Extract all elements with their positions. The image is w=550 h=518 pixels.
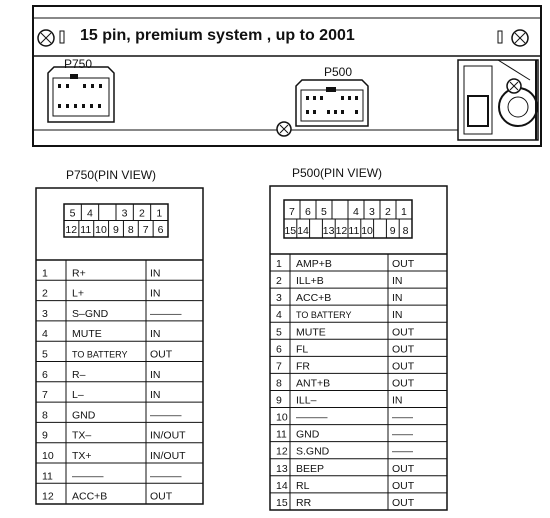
pin-direction: OUT: [392, 377, 415, 390]
pin-number: 11: [42, 470, 53, 483]
p500-grid-pin: 4: [353, 206, 359, 218]
p500-table-row: [270, 373, 447, 389]
pin-direction: IN/OUT: [150, 450, 186, 462]
pin-direction: ——: [392, 445, 413, 458]
pin-number: 13: [276, 462, 288, 475]
pin-signal: S.GND: [296, 445, 330, 458]
p500-table-row: [270, 390, 447, 406]
pin-direction: ——: [392, 428, 413, 441]
p750-grid-pin: 7: [142, 224, 149, 236]
p750-table-row: [36, 463, 203, 482]
pin-number: 1: [42, 267, 48, 280]
pin-number: 11: [276, 428, 287, 441]
p750-grid-pin: 2: [139, 207, 145, 220]
p500-table-row: [270, 322, 447, 338]
slot-icon-right: [498, 31, 502, 43]
pin-signal: MUTE: [72, 328, 102, 341]
pin-number: 2: [276, 275, 282, 288]
p750-socket: [48, 67, 114, 122]
pin-direction: OUT: [150, 490, 173, 503]
pin-signal: S–GND: [72, 307, 109, 320]
pin-signal: MUTE: [296, 326, 326, 339]
pin-number: 4: [276, 309, 282, 322]
pin-signal: R–: [72, 368, 86, 381]
p500-grid-pin: 13: [322, 225, 335, 237]
pin-direction: OUT: [392, 326, 415, 339]
pin-direction: OUT: [392, 343, 415, 356]
p750-table-row: [36, 280, 203, 299]
p500-heading: P500(PIN VIEW): [292, 166, 383, 180]
screw-icon-top-right: [512, 30, 528, 46]
pin-number: 7: [276, 360, 282, 373]
pin-signal: RR: [296, 496, 312, 509]
pin-direction: IN: [150, 368, 161, 381]
pin-direction: OUT: [392, 360, 415, 373]
p500-table-row: [270, 339, 447, 355]
pin-direction: OUT: [392, 479, 415, 492]
slot-icon: [60, 31, 64, 43]
p750-grid-pin: 10: [95, 224, 107, 236]
pin-number: 14: [276, 479, 288, 492]
pin-signal: AMP+B: [296, 258, 332, 271]
pin-number: 4: [42, 328, 48, 341]
pin-signal: GND: [296, 428, 320, 441]
pin-number: 12: [276, 445, 288, 458]
pin-direction: OUT: [392, 462, 415, 475]
p500-grid-pin: 11: [348, 225, 360, 237]
pin-number: 7: [42, 389, 48, 402]
screw-icon-top-left: [38, 30, 54, 46]
p500-grid-pin: 1: [401, 206, 407, 218]
p500-table-row: [270, 442, 447, 458]
p750-table-row: [36, 321, 203, 340]
pin-signal: TO BATTERY: [296, 310, 352, 321]
pin-signal: ILL+B: [296, 275, 324, 288]
pin-direction: OUT: [392, 258, 415, 271]
pin-signal: ———: [296, 411, 328, 424]
pin-number: 2: [42, 287, 48, 300]
p500-table-row: [270, 476, 447, 492]
pin-signal: FR: [296, 360, 310, 373]
pin-number: 3: [42, 307, 48, 320]
p500-table-row: [270, 493, 447, 509]
pin-number: 10: [276, 411, 288, 424]
p750-table-row: [36, 382, 203, 401]
pin-direction: IN: [392, 309, 403, 322]
p500-table-row: [270, 459, 447, 475]
pin-number: 1: [276, 258, 282, 271]
p500-table-row: [270, 288, 447, 304]
p750-table-row: [36, 301, 203, 320]
p500-table-row: [270, 425, 447, 441]
pin-signal: ILL–: [296, 394, 317, 407]
pin-number: 6: [276, 343, 282, 356]
pin-number: 5: [42, 348, 48, 361]
pin-direction: ———: [150, 307, 182, 320]
p500-grid-pin: 7: [289, 206, 295, 218]
pin-number: 10: [42, 450, 54, 462]
pin-signal: TX–: [72, 429, 92, 442]
page-title: 15 pin, premium system , up to 2001: [80, 27, 355, 44]
p500-table-row: [270, 356, 447, 372]
p750-grid-pin: 8: [127, 224, 134, 236]
p500-grid-pin: 8: [402, 225, 409, 237]
screw-icon-middle: [277, 122, 291, 136]
pin-signal: ———: [72, 470, 104, 483]
p500-grid-pin: 6: [305, 206, 311, 218]
p500-grid-pin: 2: [385, 206, 391, 218]
pin-number: 12: [42, 490, 54, 503]
pin-signal: L–: [72, 389, 84, 402]
pin-number: 9: [42, 429, 48, 442]
p500-grid-pin: 15: [284, 225, 297, 237]
p750-table-row: [36, 443, 203, 462]
antenna-jack: [458, 60, 538, 140]
p750-table-row: [36, 483, 203, 502]
pin-signal: GND: [72, 409, 96, 422]
p500-grid-pin: 14: [297, 225, 309, 237]
pin-direction: ———: [150, 409, 182, 422]
pin-direction: IN: [150, 267, 161, 280]
pin-direction: IN: [392, 394, 403, 407]
pin-signal: FL: [296, 343, 309, 356]
p500-table-row: [270, 305, 447, 321]
radio-back-panel: [0, 0, 550, 150]
p500-table-row: [270, 271, 447, 287]
p500-pin-table: [260, 158, 550, 518]
pin-signal: ACC+B: [72, 490, 108, 503]
p500-connector-label: P500: [324, 65, 353, 79]
p750-grid-pin: 4: [87, 207, 93, 220]
pin-signal: L+: [72, 287, 84, 300]
pin-direction: IN: [150, 389, 161, 402]
p750-grid-pin: 3: [121, 207, 128, 220]
p750-table-row: [36, 422, 203, 441]
p750-grid-pin: 6: [157, 224, 164, 236]
pin-number: 9: [276, 394, 282, 407]
pin-direction: ———: [150, 470, 182, 483]
p750-table-row: [36, 362, 203, 381]
p500-grid-pin: 12: [335, 225, 348, 237]
pin-direction: IN: [150, 328, 161, 341]
p750-grid-pin: 9: [113, 224, 119, 236]
pin-signal: R+: [72, 267, 86, 280]
pin-signal: TX+: [72, 450, 92, 462]
p750-grid-pin: 1: [156, 207, 163, 220]
p500-grid-pin: 5: [321, 206, 327, 218]
p750-table-row: [42, 267, 161, 279]
pin-number: 6: [42, 368, 48, 381]
pin-signal: BEEP: [296, 462, 325, 475]
pin-signal: ACC+B: [296, 292, 332, 305]
pin-direction: IN: [150, 287, 161, 300]
pin-direction: ——: [392, 411, 413, 424]
p750-pin-table: [0, 160, 260, 518]
p750-grid-pin: 12: [65, 224, 78, 236]
p500-table-row: [270, 408, 447, 424]
p750-table-row: [36, 402, 203, 421]
p500-table-row: [276, 258, 415, 270]
pin-number: 5: [276, 326, 282, 339]
pin-direction: IN: [392, 275, 403, 288]
p750-connector-label: P750: [64, 57, 93, 71]
p750-grid-pin: 5: [69, 207, 76, 220]
p500-socket: [296, 80, 368, 126]
pin-number: 8: [276, 377, 282, 390]
pin-number: 8: [42, 409, 48, 422]
pin-direction: OUT: [392, 496, 415, 509]
p750-table-row: [36, 341, 203, 360]
p750-heading: P750(PIN VIEW): [66, 168, 157, 182]
pin-number: 3: [276, 292, 282, 305]
pin-direction: IN/OUT: [150, 429, 186, 442]
p500-grid-pin: 10: [361, 225, 373, 237]
pin-signal: RL: [296, 479, 310, 492]
pin-signal: ANT+B: [296, 377, 331, 390]
p500-grid-pin: 3: [369, 206, 375, 218]
pin-number: 15: [276, 496, 288, 509]
pin-signal: TO BATTERY: [72, 349, 128, 360]
p750-grid-pin: 11: [80, 224, 92, 236]
pin-direction: IN: [392, 292, 403, 305]
pin-direction: OUT: [150, 348, 173, 361]
p500-grid-pin: 9: [389, 225, 396, 237]
